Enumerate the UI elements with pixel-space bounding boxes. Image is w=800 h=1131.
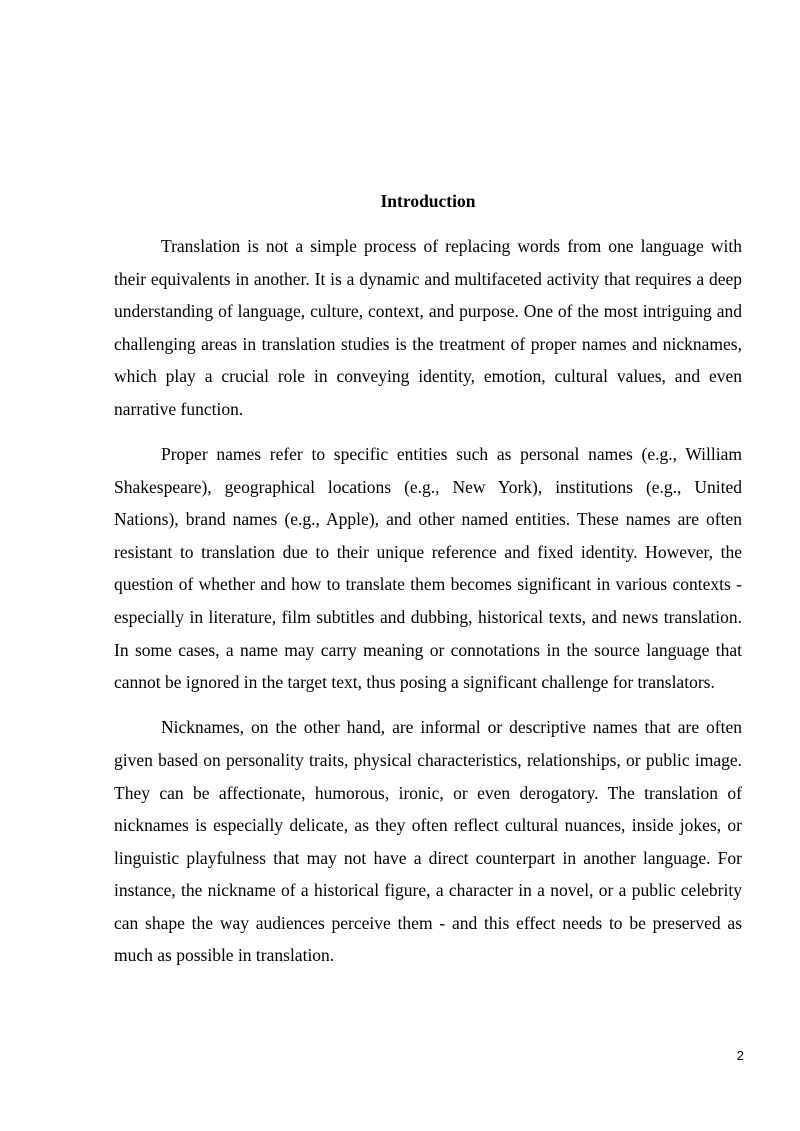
body-text [114,230,742,985]
paragraph-translation-overview: Translation is not a simple process of replacing words from one language with their equivalents in another. It is a dynamic and multifaceted activity that requires a deep understanding of language, culture, context, and purpose. One of the most intriguing and challenging areas in translation studies is the treatment of proper names and nicknames, which play a crucial role in conveying identity, emotion, cultural values, and even narrative function. [114,236,742,419]
page-number: 2 [736,1048,744,1063]
paragraph-proper-names: Proper names refer to specific entities such as personal names (e.g., William Shakespeare), geographical locations (e.g., New York), institutions (e.g., United Nations), brand names (e.g., Apple), and other named entities. These names are often resistant to translation due to their unique reference and fixed identity. However, the question of whether and how to translate them becomes significant in various contexts - especially in literature, film subtitles and dubbing, historical texts, and news translation. In some cases, a name may carry meaning or connotations in the source language that cannot be ignored in the target text, thus posing a significant challenge for translators. [114,444,742,693]
paragraph-nicknames: Nicknames, on the other hand, are informal or descriptive names that are often given based on personality traits, physical characteristics, relationships, or public image. They can be affectionate, humorous, ironic, or even derogatory. The translation of nicknames is especially delicate, as they often reflect cultural nuances, inside jokes, or linguistic playfulness that may not have a direct counterpart in another language. For instance, the nickname of a historical figure, a character in a novel, or a public celebrity can shape the way audiences perceive them - and this effect needs to be preserved as much as possible in translation. [114,717,742,966]
section-heading: Introduction [380,191,476,211]
